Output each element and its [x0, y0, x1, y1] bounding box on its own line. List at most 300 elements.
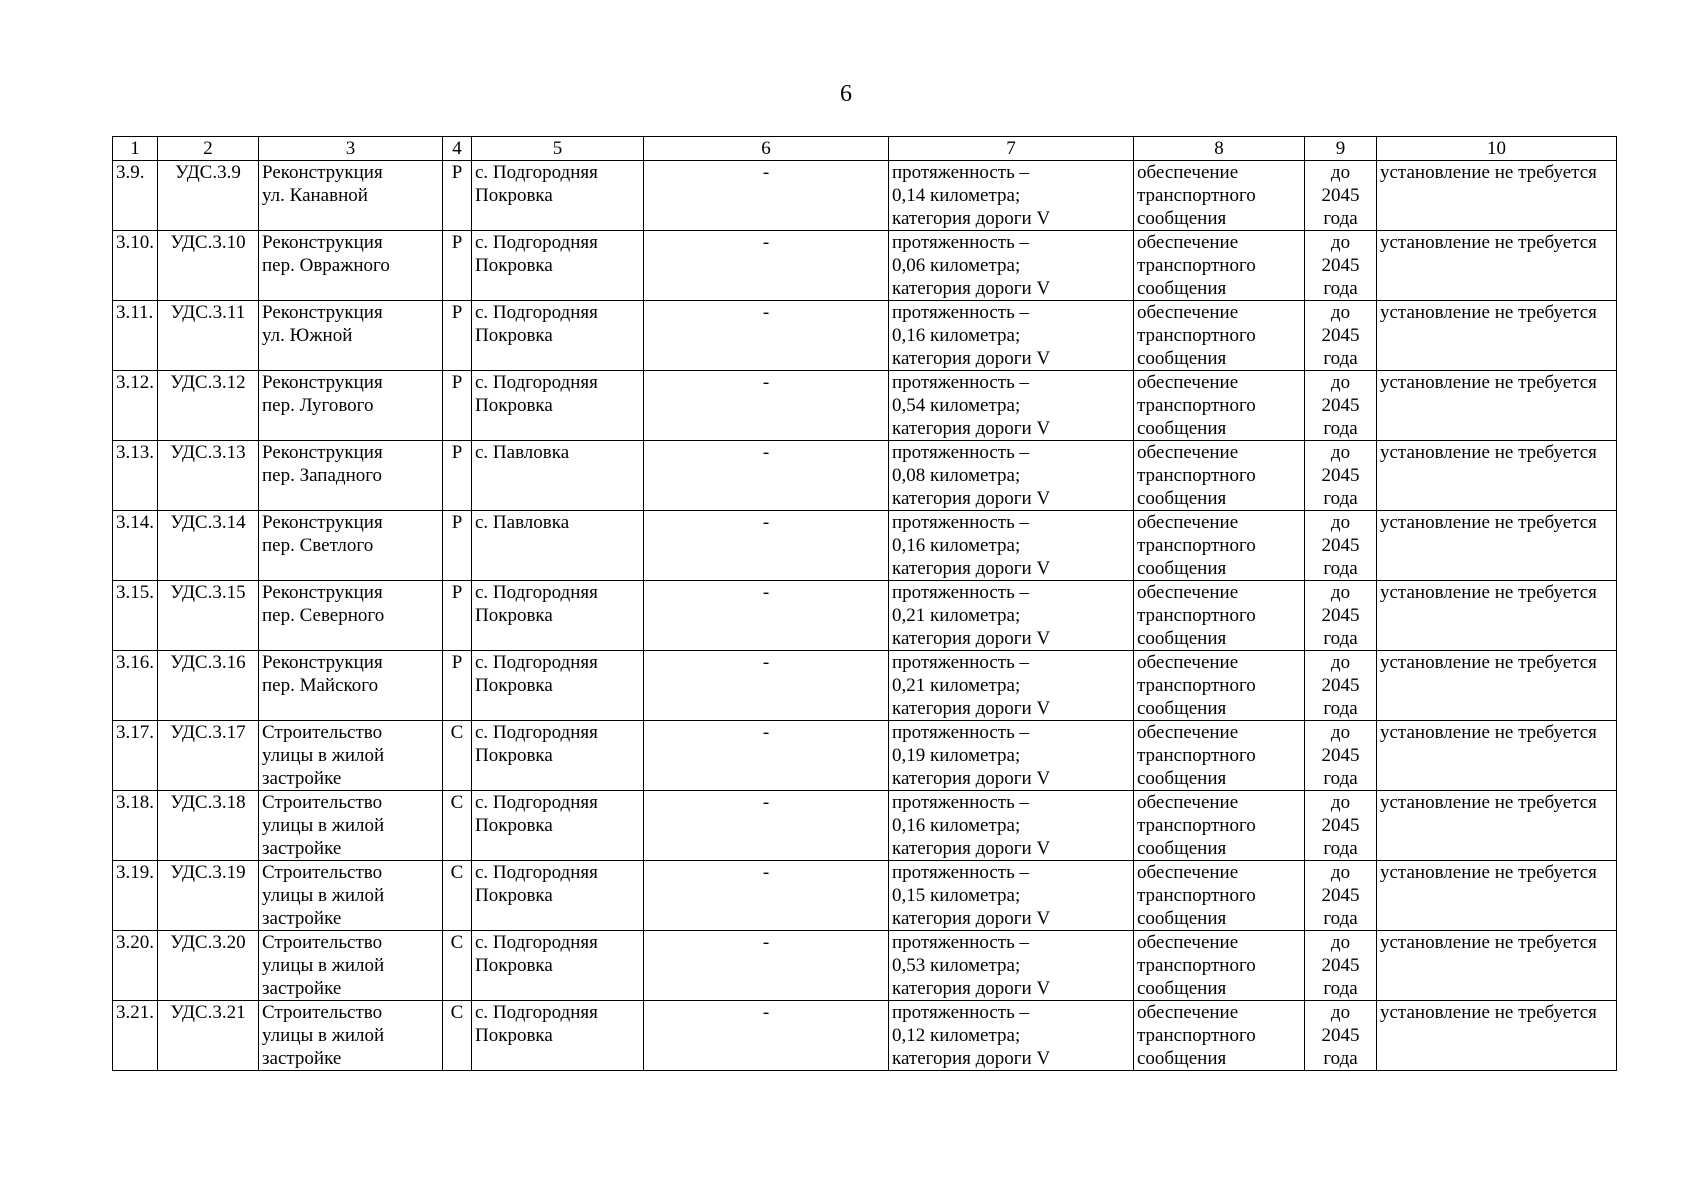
action-type-line: С [450, 792, 464, 813]
purpose-cell [1134, 791, 1305, 861]
row-number-line: 3.14. [116, 512, 154, 533]
table-row [113, 511, 1617, 581]
zone-line: установление не требуется [1380, 1002, 1597, 1023]
object-code-line: УДС.3.20 [170, 932, 246, 953]
purpose-line: обеспечение [1137, 1002, 1239, 1023]
zone-line: установление не требуется [1380, 162, 1597, 183]
characteristics-line: 0,54 километра; [892, 395, 1021, 416]
characteristics-line: протяженность – [892, 442, 1029, 463]
object-name-line: улицы в жилой [262, 1025, 385, 1046]
zone-cell [1377, 371, 1617, 441]
page-number: 6 [840, 81, 852, 107]
purpose-line: транспортного [1137, 465, 1256, 486]
object-name-cell [259, 511, 443, 581]
location-line: с. Подгородняя [475, 372, 598, 393]
zone-cell [1377, 721, 1617, 791]
object-name-line: Реконструкция [262, 162, 383, 183]
row-number-line: 3.12. [116, 372, 154, 393]
action-type-cell [443, 721, 472, 791]
object-code-cell [158, 651, 259, 721]
characteristics-line: 0,14 километра; [892, 185, 1021, 206]
characteristics-line: 0,15 километра; [892, 885, 1021, 906]
purpose-cell [1134, 161, 1305, 231]
object-code-cell [158, 861, 259, 931]
purpose-line: обеспечение [1137, 162, 1239, 183]
table-row [113, 651, 1617, 721]
object-code-cell [158, 931, 259, 1001]
row-number-line: 3.20. [116, 932, 154, 953]
location-line: Покровка [475, 325, 553, 346]
action-type-cell [443, 581, 472, 651]
column-6-line: - [762, 372, 770, 393]
object-name-line: улицы в жилой [262, 745, 385, 766]
deadline-line: 2045 [1321, 885, 1360, 906]
deadline-cell [1305, 301, 1377, 371]
purpose-line: транспортного [1137, 325, 1256, 346]
purpose-cell [1134, 651, 1305, 721]
zone-cell [1377, 301, 1617, 371]
object-code-cell [158, 791, 259, 861]
purpose-line: транспортного [1137, 255, 1256, 276]
object-code-line: УДС.3.16 [170, 652, 246, 673]
object-code-cell [158, 581, 259, 651]
deadline-line: 2045 [1321, 185, 1360, 206]
location-line: с. Подгородняя [475, 302, 598, 323]
column-6-line: - [762, 582, 770, 603]
zone-cell [1377, 581, 1617, 651]
characteristics-line: 0,21 километра; [892, 675, 1021, 696]
zone-line: установление не требуется [1380, 372, 1597, 393]
object-name-cell [259, 721, 443, 791]
object-name-line: Реконструкция [262, 652, 383, 673]
header-row [113, 137, 1617, 161]
deadline-line: до [1330, 232, 1351, 253]
column-6-cell [644, 721, 889, 791]
location-line: с. Подгородняя [475, 932, 598, 953]
row-number-cell [113, 1001, 158, 1071]
action-type-cell [443, 161, 472, 231]
purpose-line: обеспечение [1137, 372, 1239, 393]
characteristics-cell [889, 861, 1134, 931]
deadline-line: до [1330, 862, 1351, 883]
characteristics-cell [889, 301, 1134, 371]
table-row [113, 301, 1617, 371]
purpose-line: транспортного [1137, 745, 1256, 766]
zone-line: установление не требуется [1380, 302, 1597, 323]
table-row [113, 161, 1617, 231]
deadline-line: до [1330, 792, 1351, 813]
location-cell [472, 511, 644, 581]
row-number-line: 3.18. [116, 792, 154, 813]
object-code-line: УДС.3.15 [170, 582, 246, 603]
purpose-line: обеспечение [1137, 652, 1239, 673]
table-row [113, 931, 1617, 1001]
object-name-line: застройке [262, 978, 342, 999]
action-type-line: Р [451, 652, 463, 673]
purpose-line: сообщения [1137, 978, 1227, 999]
location-line: Покровка [475, 605, 553, 626]
purpose-line: обеспечение [1137, 442, 1239, 463]
characteristics-line: категория дороги V [892, 908, 1051, 929]
zone-cell [1377, 441, 1617, 511]
location-line: с. Подгородняя [475, 162, 598, 183]
purpose-cell [1134, 931, 1305, 1001]
characteristics-line: категория дороги V [892, 978, 1051, 999]
purpose-cell [1134, 231, 1305, 301]
deadline-line: года [1323, 768, 1358, 789]
object-name-line: Реконструкция [262, 302, 383, 323]
column-6-cell [644, 231, 889, 301]
header-cell: 9 [1305, 137, 1377, 161]
purpose-line: сообщения [1137, 418, 1227, 439]
purpose-line: сообщения [1137, 838, 1227, 859]
purpose-cell [1134, 371, 1305, 441]
characteristics-line: категория дороги V [892, 1048, 1051, 1069]
characteristics-cell [889, 511, 1134, 581]
header-cell: 5 [472, 137, 644, 161]
deadline-cell [1305, 651, 1377, 721]
deadline-line: до [1330, 1002, 1351, 1023]
purpose-line: обеспечение [1137, 512, 1239, 533]
characteristics-cell [889, 651, 1134, 721]
characteristics-line: 0,16 километра; [892, 325, 1021, 346]
action-type-line: Р [451, 582, 463, 603]
location-line: с. Подгородняя [475, 652, 598, 673]
purpose-line: сообщения [1137, 278, 1227, 299]
characteristics-line: категория дороги V [892, 208, 1051, 229]
purpose-line: обеспечение [1137, 582, 1239, 603]
object-name-cell [259, 301, 443, 371]
purpose-line: транспортного [1137, 535, 1256, 556]
table-row [113, 231, 1617, 301]
deadline-line: 2045 [1321, 535, 1360, 556]
header-cell: 1 [113, 137, 158, 161]
row-number-line: 3.19. [116, 862, 154, 883]
object-name-cell [259, 441, 443, 511]
characteristics-line: 0,12 километра; [892, 1025, 1021, 1046]
zone-line: установление не требуется [1380, 792, 1597, 813]
characteristics-cell [889, 371, 1134, 441]
deadline-cell [1305, 1001, 1377, 1071]
object-name-line: Реконструкция [262, 232, 383, 253]
table-row [113, 1001, 1617, 1071]
object-code-line: УДС.3.18 [170, 792, 246, 813]
characteristics-line: протяженность – [892, 862, 1029, 883]
column-6-cell [644, 861, 889, 931]
table-body [113, 161, 1617, 1071]
deadline-line: 2045 [1321, 395, 1360, 416]
action-type-line: С [450, 1002, 464, 1023]
purpose-cell [1134, 581, 1305, 651]
characteristics-cell [889, 1001, 1134, 1071]
location-line: Покровка [475, 955, 553, 976]
deadline-cell [1305, 231, 1377, 301]
row-number-line: 3.16. [116, 652, 154, 673]
location-line: с. Подгородняя [475, 582, 598, 603]
object-name-cell [259, 651, 443, 721]
row-number-cell [113, 371, 158, 441]
object-name-cell [259, 371, 443, 441]
deadline-line: до [1330, 652, 1351, 673]
purpose-cell [1134, 861, 1305, 931]
purpose-line: обеспечение [1137, 862, 1239, 883]
object-code-cell [158, 441, 259, 511]
location-line: с. Подгородняя [475, 722, 598, 743]
row-number-line: 3.17. [116, 722, 154, 743]
action-type-cell [443, 1001, 472, 1071]
action-type-line: Р [451, 512, 463, 533]
object-code-cell [158, 1001, 259, 1071]
row-number-cell [113, 301, 158, 371]
purpose-line: сообщения [1137, 208, 1227, 229]
characteristics-line: протяженность – [892, 302, 1029, 323]
action-type-cell [443, 441, 472, 511]
column-6-line: - [762, 232, 770, 253]
purpose-cell [1134, 721, 1305, 791]
column-6-line: - [762, 932, 770, 953]
characteristics-line: 0,16 километра; [892, 815, 1021, 836]
deadline-line: до [1330, 582, 1351, 603]
deadline-line: года [1323, 1048, 1358, 1069]
column-6-line: - [762, 862, 770, 883]
object-code-line: УДС.3.19 [170, 862, 246, 883]
object-name-line: пер. Северного [262, 605, 385, 626]
zone-cell [1377, 861, 1617, 931]
object-code-line: УДС.3.21 [170, 1002, 246, 1023]
purpose-line: сообщения [1137, 628, 1227, 649]
table-row [113, 581, 1617, 651]
header-cell: 6 [644, 137, 889, 161]
object-name-cell [259, 1001, 443, 1071]
deadline-line: 2045 [1321, 465, 1360, 486]
purpose-line: сообщения [1137, 488, 1227, 509]
row-number-cell [113, 791, 158, 861]
row-number-cell [113, 861, 158, 931]
deadline-line: 2045 [1321, 815, 1360, 836]
characteristics-line: категория дороги V [892, 628, 1051, 649]
deadline-line: года [1323, 978, 1358, 999]
zone-line: установление не требуется [1380, 442, 1597, 463]
location-line: с. Подгородняя [475, 1002, 598, 1023]
object-name-cell [259, 791, 443, 861]
location-cell [472, 441, 644, 511]
characteristics-line: категория дороги V [892, 768, 1051, 789]
table-row [113, 371, 1617, 441]
purpose-line: транспортного [1137, 955, 1256, 976]
deadline-line: до [1330, 162, 1351, 183]
characteristics-line: протяженность – [892, 1002, 1029, 1023]
column-6-cell [644, 651, 889, 721]
object-name-line: застройке [262, 1048, 342, 1069]
object-name-line: Строительство [262, 932, 383, 953]
deadline-line: года [1323, 348, 1358, 369]
row-number-cell [113, 651, 158, 721]
header-cell: 10 [1377, 137, 1617, 161]
deadline-line: до [1330, 512, 1351, 533]
deadline-line: до [1330, 302, 1351, 323]
characteristics-line: категория дороги V [892, 488, 1051, 509]
location-cell [472, 371, 644, 441]
column-6-line: - [762, 512, 770, 533]
object-name-line: ул. Южной [262, 325, 353, 346]
deadline-cell [1305, 931, 1377, 1001]
deadline-cell [1305, 791, 1377, 861]
characteristics-line: категория дороги V [892, 418, 1051, 439]
characteristics-line: категория дороги V [892, 698, 1051, 719]
object-code-line: УДС.3.17 [170, 722, 246, 743]
deadline-line: года [1323, 488, 1358, 509]
object-code-line: УДС.3.12 [170, 372, 246, 393]
location-cell [472, 161, 644, 231]
column-6-cell [644, 511, 889, 581]
location-line: с. Павловка [475, 442, 570, 463]
location-cell [472, 931, 644, 1001]
location-line: с. Подгородняя [475, 862, 598, 883]
column-6-cell [644, 581, 889, 651]
column-6-line: - [762, 1002, 770, 1023]
action-type-cell [443, 301, 472, 371]
row-number-cell [113, 161, 158, 231]
characteristics-line: протяженность – [892, 162, 1029, 183]
deadline-cell [1305, 441, 1377, 511]
action-type-line: С [450, 722, 464, 743]
object-code-line: УДС.3.13 [170, 442, 246, 463]
object-code-cell [158, 511, 259, 581]
column-6-line: - [762, 792, 770, 813]
location-line: Покровка [475, 395, 553, 416]
table-row [113, 791, 1617, 861]
location-line: Покровка [475, 675, 553, 696]
table-row [113, 441, 1617, 511]
object-name-cell [259, 581, 443, 651]
action-type-line: Р [451, 162, 463, 183]
row-number-cell [113, 231, 158, 301]
object-name-line: Реконструкция [262, 512, 383, 533]
characteristics-line: протяженность – [892, 722, 1029, 743]
deadline-line: 2045 [1321, 605, 1360, 626]
object-name-line: улицы в жилой [262, 955, 385, 976]
zone-cell [1377, 791, 1617, 861]
column-6-cell [644, 161, 889, 231]
column-6-line: - [762, 302, 770, 323]
column-6-line: - [762, 652, 770, 673]
object-name-line: Строительство [262, 792, 383, 813]
deadline-line: года [1323, 418, 1358, 439]
zone-line: установление не требуется [1380, 652, 1597, 673]
characteristics-line: 0,53 километра; [892, 955, 1021, 976]
object-name-line: застройке [262, 768, 342, 789]
row-number-line: 3.11. [116, 302, 154, 323]
zone-cell [1377, 651, 1617, 721]
purpose-line: сообщения [1137, 558, 1227, 579]
purpose-line: транспортного [1137, 1025, 1256, 1046]
object-name-line: Реконструкция [262, 372, 383, 393]
header-cell: 2 [158, 137, 259, 161]
purpose-cell [1134, 511, 1305, 581]
action-type-cell [443, 231, 472, 301]
row-number-line: 3.9. [116, 162, 145, 183]
action-type-cell [443, 371, 472, 441]
object-code-cell [158, 301, 259, 371]
zone-line: установление не требуется [1380, 232, 1597, 253]
purpose-line: транспортного [1137, 815, 1256, 836]
location-cell [472, 721, 644, 791]
deadline-line: 2045 [1321, 255, 1360, 276]
purpose-line: обеспечение [1137, 232, 1239, 253]
zone-line: установление не требуется [1380, 512, 1597, 533]
header-cell: 7 [889, 137, 1134, 161]
zone-line: установление не требуется [1380, 862, 1597, 883]
location-cell [472, 581, 644, 651]
deadline-line: до [1330, 722, 1351, 743]
deadline-line: до [1330, 372, 1351, 393]
characteristics-line: протяженность – [892, 512, 1029, 533]
purpose-line: транспортного [1137, 395, 1256, 416]
action-type-line: Р [451, 372, 463, 393]
object-name-cell [259, 931, 443, 1001]
location-line: Покровка [475, 815, 553, 836]
characteristics-cell [889, 231, 1134, 301]
deadline-line: 2045 [1321, 955, 1360, 976]
deadline-line: года [1323, 838, 1358, 859]
location-cell [472, 791, 644, 861]
object-name-line: пер. Майского [262, 675, 379, 696]
characteristics-line: 0,21 километра; [892, 605, 1021, 626]
purpose-line: сообщения [1137, 768, 1227, 789]
deadline-line: года [1323, 558, 1358, 579]
characteristics-line: категория дороги V [892, 348, 1051, 369]
object-code-line: УДС.3.10 [170, 232, 246, 253]
column-6-cell [644, 441, 889, 511]
header-cell: 4 [443, 137, 472, 161]
location-cell [472, 861, 644, 931]
deadline-line: года [1323, 908, 1358, 929]
column-6-line: - [762, 162, 770, 183]
characteristics-line: 0,06 километра; [892, 255, 1021, 276]
object-code-line: УДС.3.14 [170, 512, 246, 533]
table-row [113, 861, 1617, 931]
zone-line: установление не требуется [1380, 932, 1597, 953]
row-number-cell [113, 441, 158, 511]
deadline-cell [1305, 721, 1377, 791]
deadline-line: года [1323, 628, 1358, 649]
characteristics-cell [889, 581, 1134, 651]
deadline-line: года [1323, 278, 1358, 299]
location-line: Покровка [475, 1025, 553, 1046]
characteristics-cell [889, 791, 1134, 861]
purpose-line: транспортного [1137, 885, 1256, 906]
purpose-line: обеспечение [1137, 792, 1239, 813]
location-line: Покровка [475, 255, 553, 276]
characteristics-cell [889, 931, 1134, 1001]
action-type-line: С [450, 932, 464, 953]
column-6-line: - [762, 442, 770, 463]
deadline-cell [1305, 581, 1377, 651]
characteristics-line: категория дороги V [892, 558, 1051, 579]
characteristics-line: протяженность – [892, 652, 1029, 673]
column-6-cell [644, 931, 889, 1001]
action-type-line: Р [451, 442, 463, 463]
zone-line: установление не требуется [1380, 582, 1597, 603]
deadline-line: до [1330, 932, 1351, 953]
purpose-line: транспортного [1137, 185, 1256, 206]
object-code-line: УДС.3.9 [175, 162, 241, 183]
object-name-line: улицы в жилой [262, 885, 385, 906]
characteristics-line: категория дороги V [892, 838, 1051, 859]
location-cell [472, 231, 644, 301]
column-6-cell [644, 371, 889, 441]
object-name-line: ул. Канавной [262, 185, 368, 206]
